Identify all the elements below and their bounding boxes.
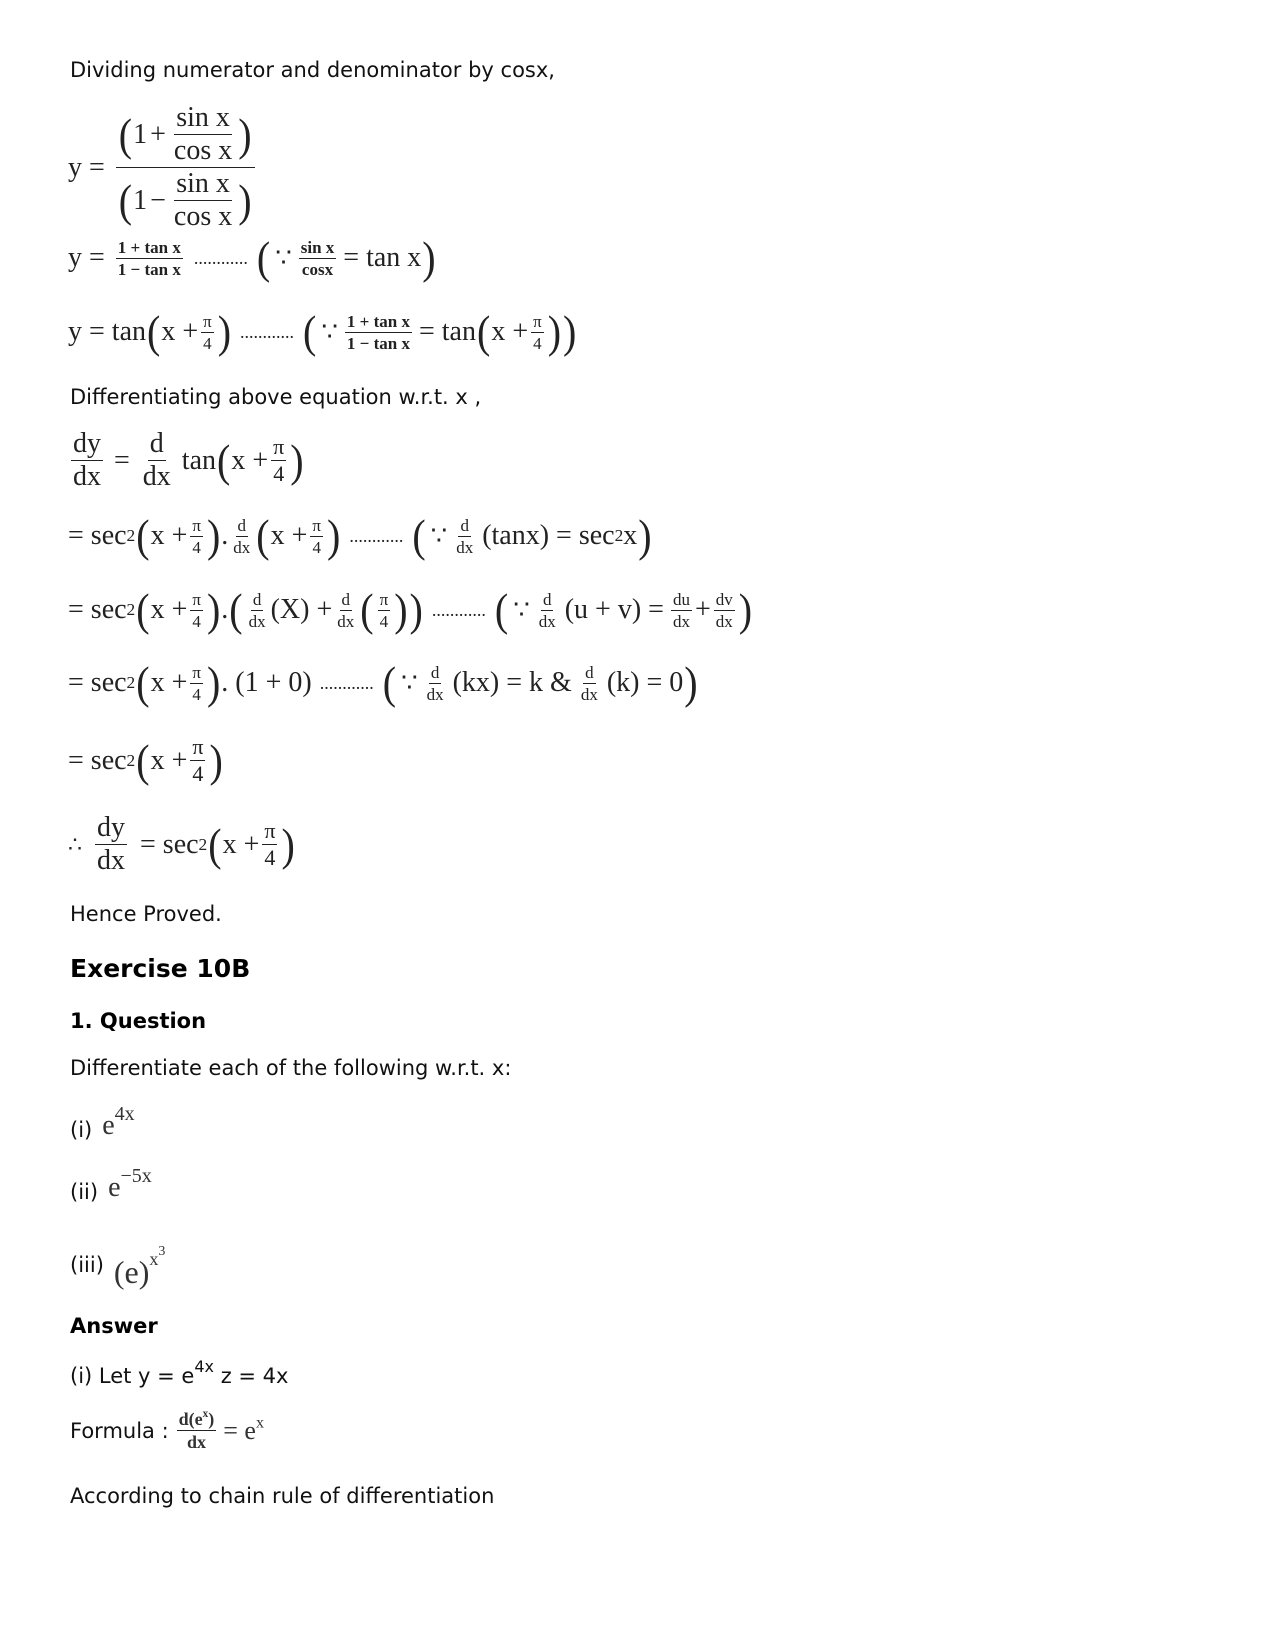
equation-5: = sec 2 ( x + $\frac{\pi}{4}$ ) . $\frac{d}{dx}$ ( x + $\frac{\pi}{4}$ ) ............ ( ∵ $\frac{d}{dx}$ (tanx) = sec 2 x ): [68, 509, 652, 562]
equation-9-result: ∴ $\frac{dy}{dx}$ = sec 2 ( x + $\frac{\pi}{4}$ ): [68, 812, 295, 876]
equation-4: $\frac{dy}{dx}$ = $\frac{d}{dx}$ tan ( x + $\frac{\pi}{4}$ ): [73, 428, 304, 492]
therefore-symbol: ∴: [68, 831, 82, 857]
differentiating-text: Differentiating above equation w.r.t. x ,: [70, 385, 482, 409]
exercise-heading: Exercise 10B: [70, 954, 251, 983]
because-symbol: ∵: [275, 243, 292, 272]
equation-2: y = $\frac{\text{1 + tan x}}{\text{1 − tan x}}$ ............ ( ∵ $\frac{\text{sin x}}{\cos x}$ = tan x ): [68, 231, 436, 284]
equation-7: = sec 2 ( x + $\frac{\pi}{4}$ ) . (1 + 0) ............ ( ∵ $\frac{d}{dx}$ (kx) = k & $\frac{d}{dx}$ (k) = 0 ): [68, 656, 698, 709]
eq1-lhs: y =: [68, 151, 105, 183]
question-item-iii: (iii) $(e)^{x^3}$: [70, 1244, 166, 1290]
eq1-fraction: ( 1 + $\frac{\text{sin x}}{\text{cos x}}$ ) ( 1 − $\frac{\text{sin x}}{\text{cos x}}$ ): [116, 104, 255, 231]
question-item-ii: (ii) $e^{-5x}$: [70, 1165, 152, 1204]
formula-line: Formula : $\frac{d(e^x)}{dx}$ = $e^x$: [70, 1408, 265, 1452]
question-item-i: (i) $e^{4x}$: [70, 1103, 135, 1142]
equation-8: = sec 2 ( x + $\frac{\pi}{4}$ ): [68, 734, 223, 786]
equation-6: = sec 2 ( x + $\frac{\pi}{4}$ ) . ( $\frac{d}{dx}$ (X) + $\frac{d}{dx}$ ( $\frac{\pi}{4}$ ) ) ............ ( ∵ $\frac{d}{dx}$ (u + v) = $\frac{du}{dx}$ + $\frac{dv}{dx}$ ): [68, 583, 753, 636]
equation-3: y = tan ( x + $\frac{\pi}{4}$ ) ............ ( ∵ $\frac{\text{1 + tan x}}{\text{1 − tan x}}$ = tan ( x + $\frac{\pi}{4}$ ) ): [68, 305, 577, 358]
answer-heading: Answer: [70, 1314, 158, 1338]
question-heading: 1. Question: [70, 1009, 207, 1033]
hence-proved-text: Hence Proved.: [70, 902, 222, 926]
equation-1: [68, 104, 258, 231]
answer-line-1: (i) Let $y = e^{4x}$ z = 4x: [70, 1356, 289, 1388]
intro-text: Dividing numerator and denominator by cosx,: [70, 58, 555, 82]
question-text: Differentiate each of the following w.r.t. x:: [70, 1056, 512, 1080]
chain-rule-text: According to chain rule of differentiation: [70, 1484, 495, 1508]
